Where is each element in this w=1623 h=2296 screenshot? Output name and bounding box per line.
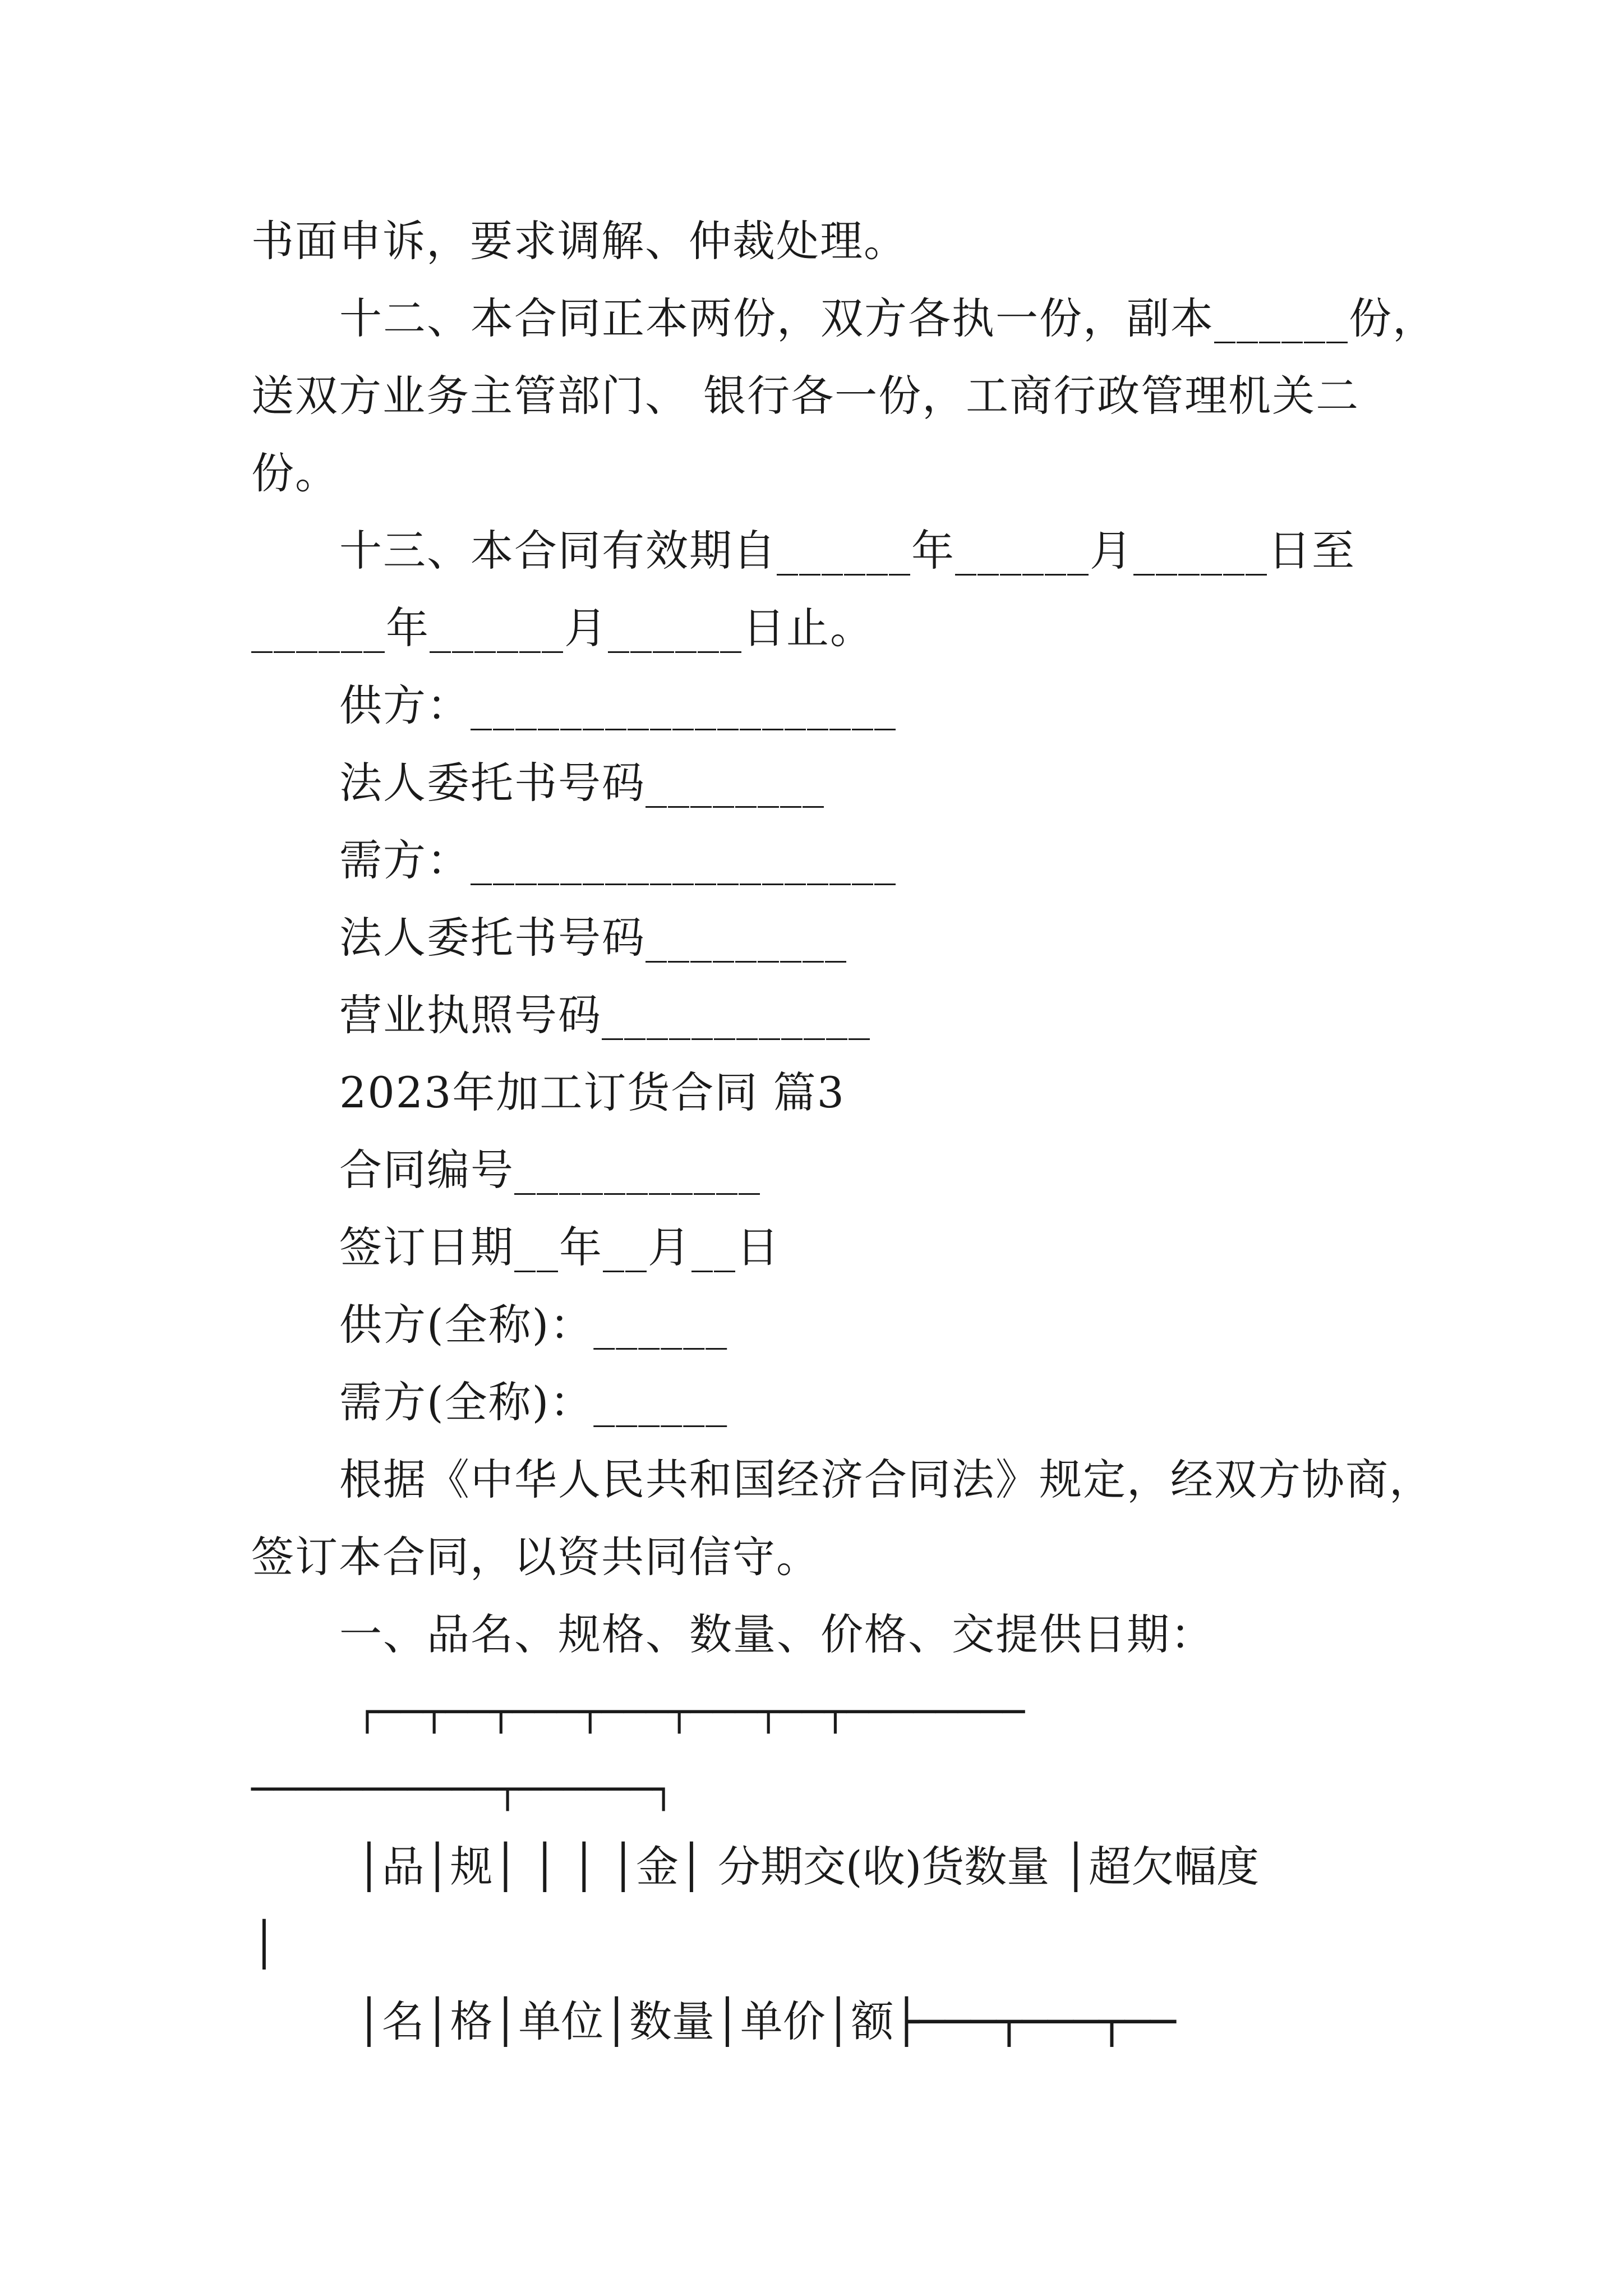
section-title: 2023年加工订货合同 篇3 <box>339 1068 845 1117</box>
text-line: 十三、本合同有效期自______年______月______日至 <box>339 526 1355 576</box>
text-line: 根据《中华人民共和国经济合同法》规定，经双方协商， <box>339 1455 1433 1504</box>
table-border-top-continued: ───────────┬──────┐ <box>251 1768 675 1811</box>
table-header-row-end: │ <box>251 1919 277 1969</box>
table-header-row: │品│规│ │ │ │金│ 分期交(收)货数量 │超欠幅度 <box>356 1842 1260 1892</box>
contract-number-line: 合同编号___________ <box>339 1145 761 1195</box>
supplier-fullname-line: 供方(全称)：______ <box>339 1300 728 1350</box>
text-line: 十二、本合同正本两份，双方各执一份，副本______份， <box>339 293 1436 343</box>
text-line: 送双方业务主管部门、 银行各一份，工商行政管理机关二 <box>251 371 1360 421</box>
buyer-line: 需方：___________________ <box>339 835 897 885</box>
text-line: ______年______月______日止。 <box>251 603 874 653</box>
text-line: 书面申诉，要求调解、仲裁处理。 <box>251 216 907 266</box>
supplier-authorization-line: 法人委托书号码________ <box>339 758 825 808</box>
text-line: 份。 <box>251 448 339 498</box>
signing-date-line: 签订日期__年__月__日 <box>339 1222 780 1272</box>
business-license-line: 营业执照号码____________ <box>339 990 871 1040</box>
clause-heading: 一、品名、规格、数量、价格、交提供日期： <box>339 1609 1214 1659</box>
supplier-line: 供方：___________________ <box>339 680 897 730</box>
table-subheader-row: │名│格│单位│数量│单价│额├───┬───┬── <box>356 1996 1176 2046</box>
table-border-top: ┌──┬──┬───┬───┬───┬──┬──────── <box>356 1690 1025 1733</box>
buyer-fullname-line: 需方(全称)：______ <box>339 1377 728 1427</box>
text-line: 签订本合同，以资共同信守。 <box>251 1532 820 1582</box>
buyer-authorization-line: 法人委托书号码_________ <box>339 913 847 963</box>
